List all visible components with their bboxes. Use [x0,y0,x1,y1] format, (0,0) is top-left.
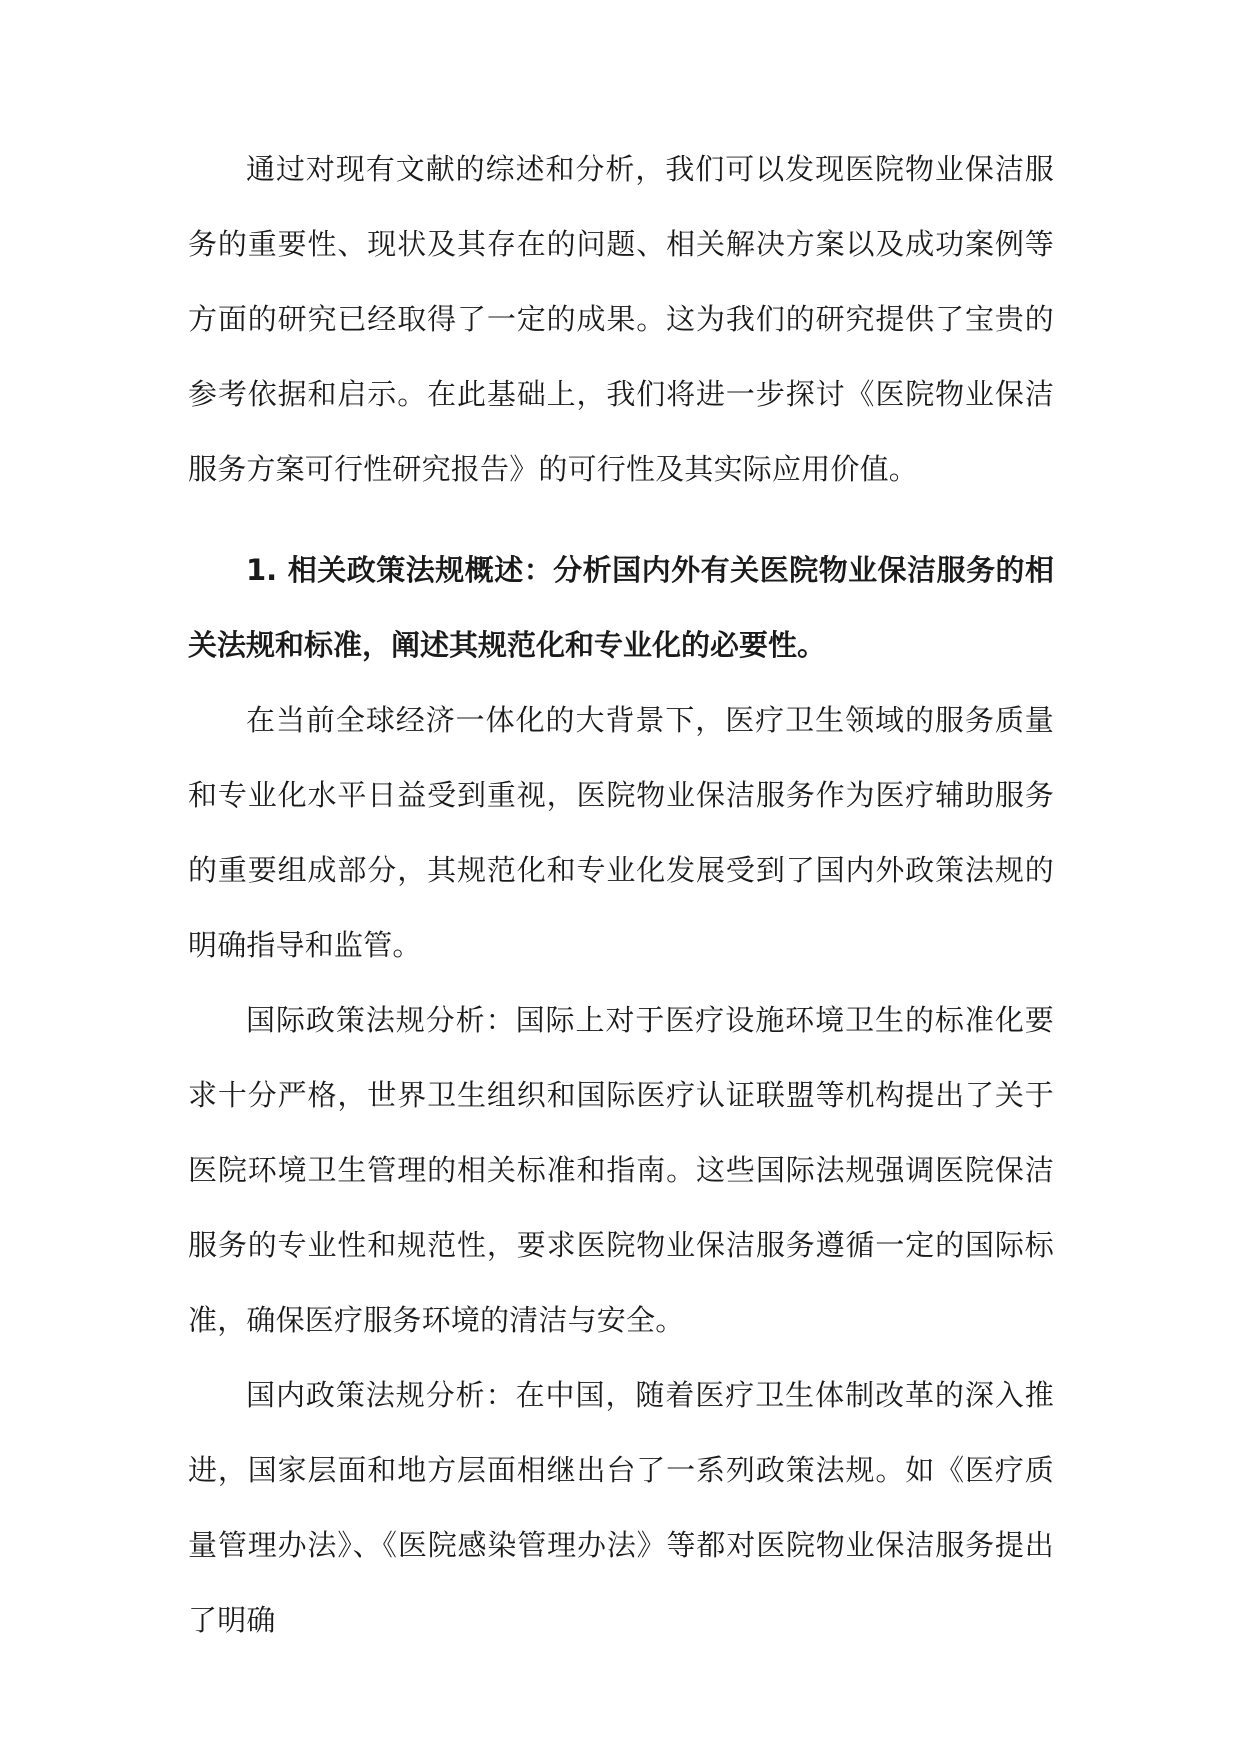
section-paragraph-international: 国际政策法规分析：国际上对于医疗设施环境卫生的标准化要求十分严格，世界卫生组织和国际医疗认证联盟等机构提出了关于医院环境卫生管理的相关标准和指南。这些国际法规强调医院保洁服务的专业性和规范性，要求医院物业保洁服务遵循一定的国际标准，确保医疗服务环境的清洁与安全。 [188,1003,1054,1337]
section-paragraph-context: 在当前全球经济一体化的大背景下，医疗卫生领域的服务质量和专业化水平日益受到重视，医院物业保洁服务作为医疗辅助服务的重要组成部分，其规范化和专业化发展受到了国内外政策法规的明确指导和监管。 [188,703,1054,962]
intro-paragraph: 通过对现有文献的综述和分析，我们可以发现医院物业保洁服务的重要性、现状及其存在的问题、相关解决方案以及成功案例等方面的研究已经取得了一定的成果。这为我们的研究提供了宝贵的参考依据和启示。在此基础上，我们将进一步探讨《医院物业保洁服务方案可行性研究报告》的可行性及其实际应用价值。 [188,152,1054,486]
document-body [188,132,1054,1658]
section-heading: 1. 相关政策法规概述：分析国内外有关医院物业保洁服务的相关法规和标准，阐述其规范化和专业化的必要性。 [188,553,1054,662]
section-paragraph-domestic: 国内政策法规分析：在中国，随着医疗卫生体制改革的深入推进，国家层面和地方层面相继出台了一系列政策法规。如《医疗质量管理办法》、《医院感染管理办法》等都对医院物业保洁服务提出了明确 [188,1378,1054,1637]
